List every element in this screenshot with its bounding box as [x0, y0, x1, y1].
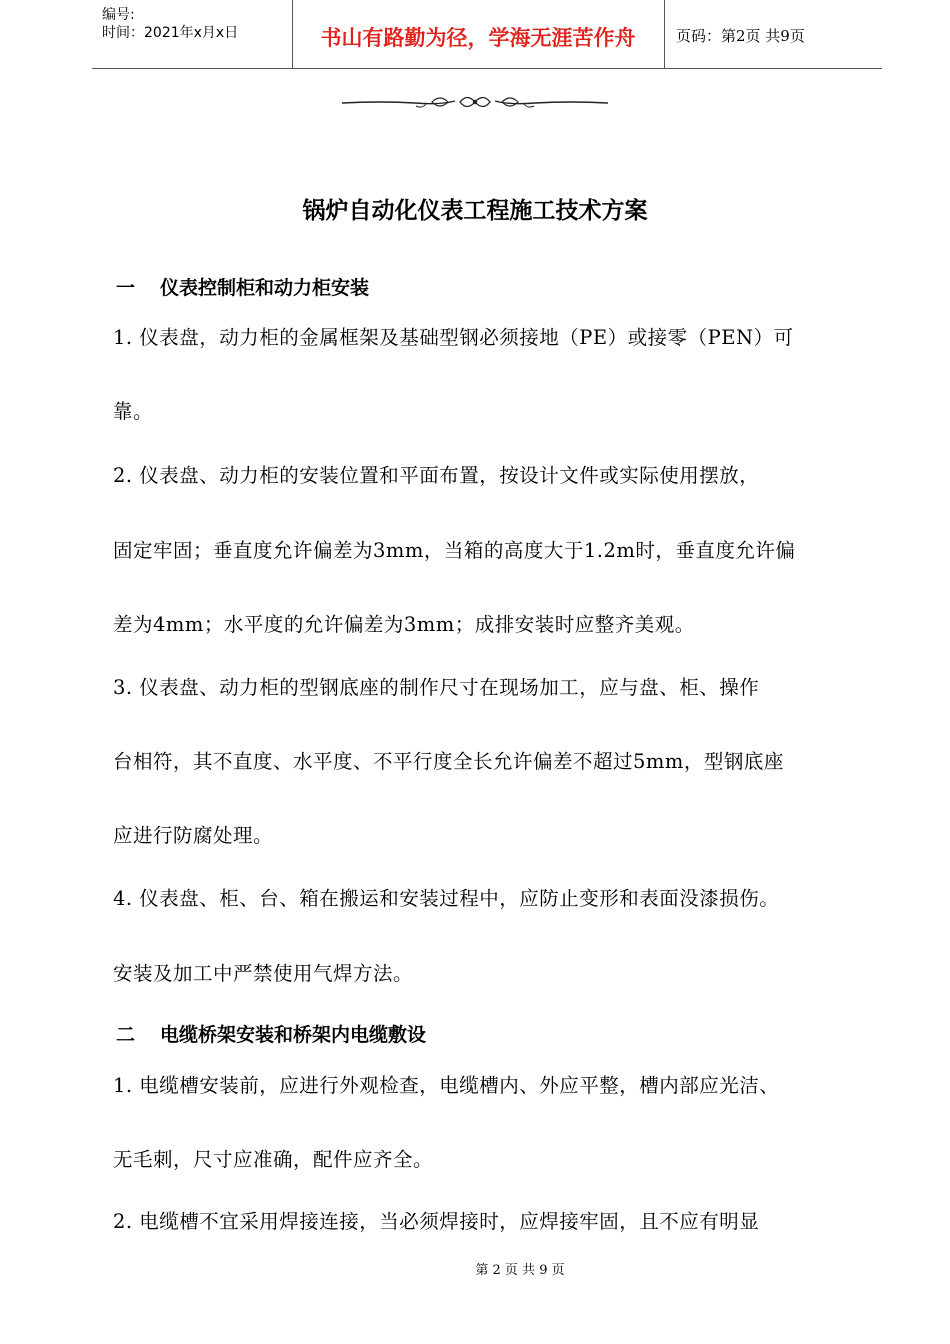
header-meta [92, 0, 293, 68]
paragraph-line: 2. 电缆槽不宜采用焊接连接，当必须焊接时，应焊接牢固，且不应有明显 [113, 1210, 760, 1233]
paragraph-line: 差为4mm；水平度的允许偏差为3mm；成排安装时应整齐美观。 [113, 613, 695, 636]
time-label: 时间：2021年x月x日 [102, 25, 239, 41]
number-label: 编号: [102, 7, 135, 23]
paragraph-line: 1. 仪表盘，动力柜的金属框架及基础型钢必须接地（PE）或接零（PEN）可 [113, 326, 794, 349]
section-number: 二 [116, 1024, 136, 1046]
paragraph-line: 3. 仪表盘、动力柜的型钢底座的制作尺寸在现场加工，应与盘、柜、操作 [113, 676, 760, 699]
page-header [92, 0, 882, 69]
header-motto: 书山有路勤为径，学海无涯苦作舟 [320, 26, 636, 50]
paragraph-line: 应进行防腐处理。 [113, 824, 274, 847]
paragraph-line: 1. 电缆槽安装前，应进行外观检查，电缆槽内、外应平整，槽内部应光洁、 [113, 1074, 780, 1097]
section-heading-1 [116, 273, 369, 300]
page-footer: 第 2 页 共 9 页 [475, 1263, 565, 1278]
header-page-label: 页码：第2页 共9页 [676, 27, 805, 45]
paragraph-line: 安装及加工中严禁使用气焊方法。 [113, 962, 414, 985]
section-title: 仪表控制柜和动力柜安装 [160, 277, 370, 299]
header-page-cell [664, 0, 882, 68]
document-title: 锅炉自动化仪表工程施工技术方案 [302, 198, 648, 224]
section-number: 一 [116, 277, 136, 299]
header-motto-cell [292, 0, 665, 68]
paragraph-line: 固定牢固；垂直度允许偏差为3mm，当箱的高度大于1.2m时，垂直度允许偏 [113, 539, 796, 562]
paragraph-line: 台相符，其不直度、水平度、不平行度全长允许偏差不超过5mm，型钢底座 [113, 750, 784, 773]
section-heading-2 [116, 1020, 426, 1047]
paragraph-line: 无毛刺，尺寸应准确，配件应齐全。 [113, 1148, 434, 1171]
section-title: 电缆桥架安装和桥架内电缆敷设 [160, 1024, 427, 1046]
paragraph-line: 靠。 [113, 400, 154, 423]
divider-ornament-icon [340, 88, 610, 116]
paragraph-line: 4. 仪表盘、柜、台、箱在搬运和安装过程中，应防止变形和表面没漆损伤。 [113, 887, 780, 910]
paragraph-line: 2. 仪表盘、动力柜的安装位置和平面布置，按设计文件或实际使用摆放， [113, 464, 760, 487]
